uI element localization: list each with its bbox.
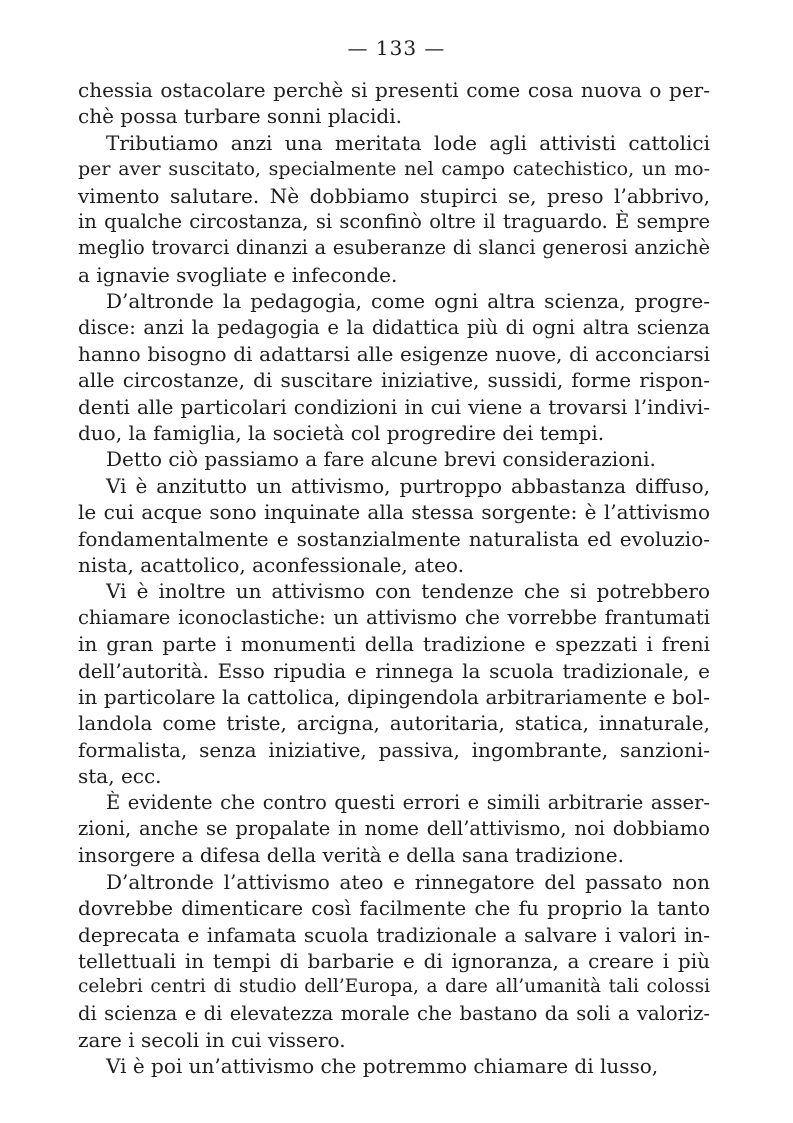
page-number: — 133 — xyxy=(347,36,446,60)
text-line: fondamentalmente e sostanzialmente naturalista ed evoluzio- xyxy=(78,526,710,551)
text-line: chiamare iconoclastiche: un attivismo che vorrebbe frantumati xyxy=(78,605,710,629)
text-line: D’altronde l’attivismo ateo e rinnegatore del passato non xyxy=(106,869,710,894)
text-line: hanno bisogno di adattarsi alle esigenze nuove, di acconciarsi xyxy=(78,341,710,366)
text-line: denti alle particolari condizioni in cui viene a trovarsi l’indivi- xyxy=(78,394,710,419)
text-line: le cui acque sono inquinate alla stessa sorgente: è l’attivismo xyxy=(78,500,710,525)
text-line: disce: anzi la pedagogia e la didattica più di ogni altra scienza xyxy=(78,315,710,339)
text-line: Vi è poi un’attivismo che potremmo chiamare di lusso, xyxy=(106,1054,659,1079)
text-line: a ignavie svogliate e infeconde. xyxy=(78,262,398,287)
text-line: zare i secoli in cui vissero. xyxy=(78,1028,346,1053)
text-line: per aver suscitato, specialmente nel campo catechistico, un mo- xyxy=(78,158,710,181)
text-line: in qualche circostanza, si sconfinò oltre il traguardo. È sempre xyxy=(78,209,710,233)
text-line: celebri centri di studio dell’Europa, a dare all’umanità tali colossi xyxy=(78,976,710,998)
text-line: Detto ciò passiamo a fare alcune brevi considerazioni. xyxy=(106,447,656,472)
text-line: chessia ostacolare perchè si presenti come cosa nuova o per- xyxy=(78,78,710,102)
text-line: D’altronde la pedagogia, come ogni altra scienza, progre- xyxy=(106,289,710,314)
text-line: dell’autorità. Esso ripudia e rinnega la scuola tradizionale, e xyxy=(78,658,710,683)
text-line: Tributiamo anzi una meritata lode agli attivisti cattolici xyxy=(106,130,710,155)
text-line: di scienza e di elevatezza morale che bastano da soli a valoriz- xyxy=(78,1001,710,1025)
text-line: dovrebbe dimenticare così facilmente che fu proprio la tanto xyxy=(78,896,710,921)
text-line: È evidente che contro questi errori e simili arbitrarie asser- xyxy=(106,790,710,814)
text-line: meglio trovarci dinanzi a esuberanze di slanci generosi anzichè xyxy=(78,236,710,260)
text-line: alle circostanze, di suscitare iniziative, sussidi, forme rispon- xyxy=(78,368,710,393)
body-text xyxy=(78,77,710,1080)
text-line: Vi è inoltre un attivismo con tendenze che si potrebbero xyxy=(106,579,710,604)
text-line: in gran parte i monumenti della tradizione e spezzati i freni xyxy=(78,632,710,657)
text-line: nista, acattolico, aconfessionale, ateo. xyxy=(78,553,464,578)
text-line: zioni, anche se propalate in nome dell’attivismo, noi dobbiamo xyxy=(78,816,710,840)
text-line: vimento salutare. Nè dobbiamo stupirci se, preso l’abbrivo, xyxy=(78,183,710,208)
text-line: deprecata e infamata scuola tradizionale a salvare i valori in- xyxy=(78,922,710,947)
text-line: formalista, senza iniziative, passiva, ingombrante, sanzioni- xyxy=(78,737,710,762)
text-line: insorgere a difesa della verità e della sana tradizione. xyxy=(78,843,624,868)
text-line: duo, la famiglia, la società col progredire dei tempi. xyxy=(78,421,605,446)
text-line: landola come triste, arcigna, autoritaria, statica, innaturale, xyxy=(78,711,710,736)
text-line: Vi è anzitutto un attivismo, purtroppo abbastanza diffuso, xyxy=(106,473,710,498)
text-line: chè possa turbare sonni placidi. xyxy=(78,104,402,129)
text-line: sta, ecc. xyxy=(78,764,162,789)
text-line: in particolare la cattolica, dipingendola arbitrariamente e bol- xyxy=(78,684,710,709)
text-line: tellettuali in tempi di barbarie e di ignoranza, a creare i più xyxy=(78,948,710,973)
